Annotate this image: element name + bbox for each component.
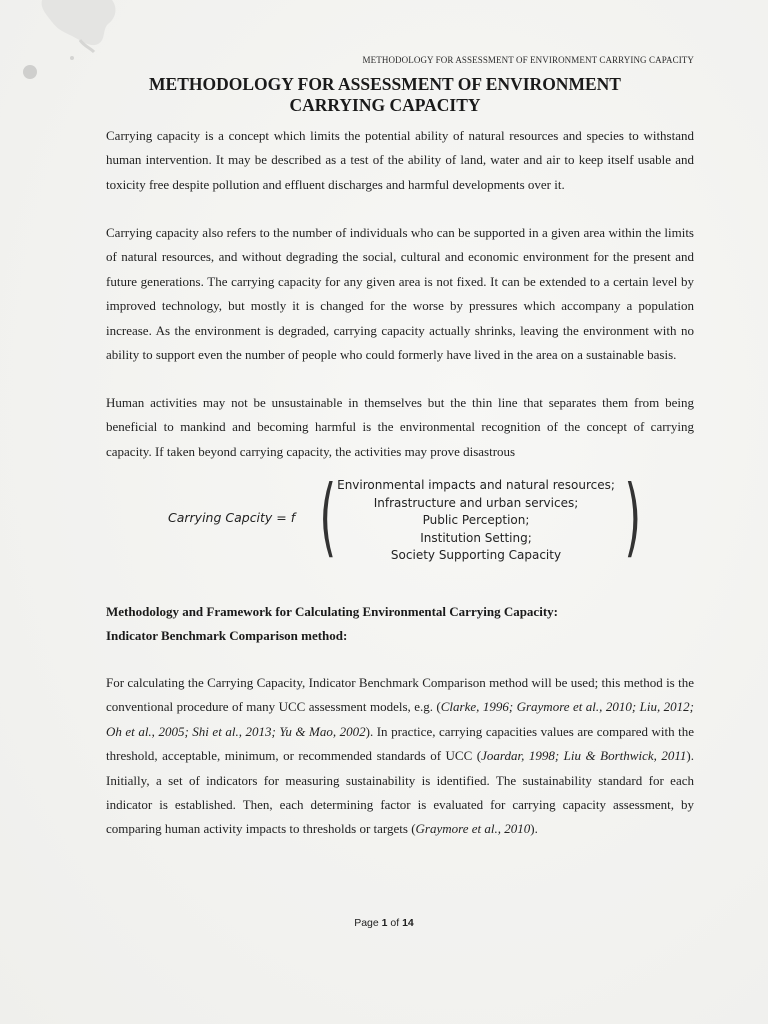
citation: Graymore et al., 2010 <box>415 821 531 837</box>
total-page-number: 14 <box>402 917 414 929</box>
paragraph-population: Carrying capacity also refers to the number of individuals who can be supported in a given area within the limits of natural resources, and without degrading the social, cultural and economic environment for the present and future generations. The carrying capacity for any given area is not fixed. It can be extended to a certain level by improved technology, but mostly it is changed for the worse by pressures which accompany a population increase. As the environment is degraded, carrying capacity actually shrinks, leaving the environment with no ability to support even the number of people who could formerly have lived in the area on a sustainable basis. <box>106 225 694 363</box>
section-heading-line-1: Methodology and Framework for Calculating Environmental Carrying Capacity: <box>106 604 558 619</box>
page-footer <box>0 917 768 929</box>
section-heading-line-2: Indicator Benchmark Comparison method: <box>106 628 348 644</box>
paragraph-method <box>106 671 694 842</box>
formula-factor: Institution Setting; <box>420 530 532 545</box>
method-text: ). In practice, carrying capacities values are compared with the threshold, acceptable, minimum, or recommended standards of UCC ( <box>106 723 694 764</box>
formula-left-paren: ( <box>319 467 337 567</box>
formula-right-paren: ) <box>624 467 642 567</box>
running-header: METHODOLOGY FOR ASSESSMENT OF ENVIRONMENT CARRYING CAPACITY <box>362 55 694 65</box>
current-page-number: 1 <box>381 917 388 929</box>
carrying-capacity-formula <box>168 467 642 567</box>
citation: Joardar, 1998; Liu & Borthwick, 2011 <box>481 748 687 764</box>
formula-factor: Environmental impacts and natural resources; <box>337 478 615 492</box>
method-text: ). Initially, a set of indicators for measuring sustainability is identified. The sustainability standard for each indicator is established. Then, each determining factor is evaluated for carrying capacity assessment, by comparing human activity impacts to thresholds or targets ( <box>106 748 694 837</box>
page-of-label: of <box>387 917 403 929</box>
formula-factor: Society Supporting Capacity <box>390 548 562 563</box>
page-label: Page <box>354 917 382 929</box>
paragraph-human-activities: Human activities may not be unsustainable in themselves but the thin line that separates them from being beneficial to mankind and becoming harmful is the environmental recognition of the concept of carrying capacity. If taken beyond carrying capacity, the activities may prove disastrous <box>106 395 694 459</box>
method-text: ). <box>530 821 538 837</box>
title-line-1: METHODOLOGY FOR ASSESSMENT OF ENVIRONMENT <box>149 74 621 94</box>
formula-factor-list <box>326 477 626 565</box>
formula-factor: Public Perception; <box>422 513 530 528</box>
formula-factor: Infrastructure and urban services; <box>373 495 579 510</box>
method-text: For calculating the Carrying Capacity, Indicator Benchmark Comparison method will be used; this method is the conventional procedure of many UCC assessment models, e.g. ( <box>106 675 694 715</box>
title-line-2: CARRYING CAPACITY <box>289 95 481 115</box>
document-title <box>120 74 650 116</box>
citation: Clarke, 1996; Graymore et al., 2010; Liu, 2012; Oh et al., 2005; Shi et al., 2013; Yu & Mao, 2002 <box>106 699 694 739</box>
paragraph-definition: Carrying capacity is a concept which limits the potential ability of natural resources and species to withstand human intervention. It may be described as a test of the ability of land, water and air to keep itself usable and toxicity free despite pollution and effluent discharges and harmful developments over it. <box>106 128 694 192</box>
section-heading <box>106 600 694 649</box>
formula-lhs: Carrying Capcity = f <box>168 510 296 525</box>
